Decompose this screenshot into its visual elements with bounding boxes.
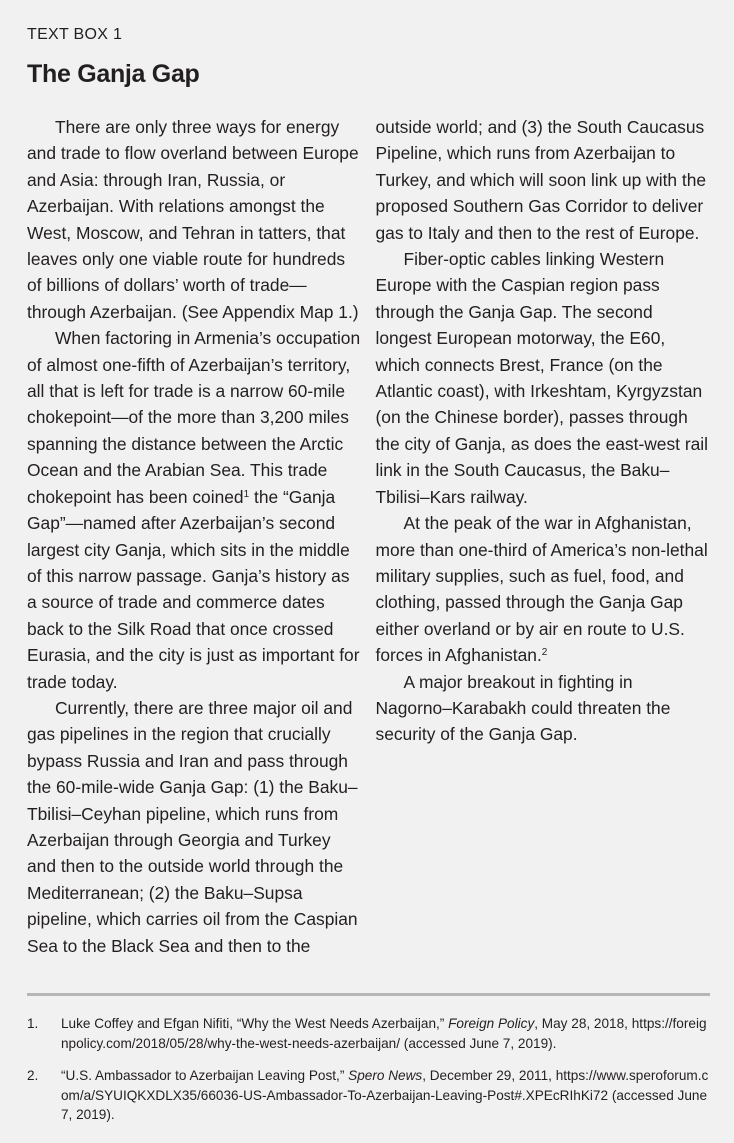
footnote-accessed: (accessed June 7, 2019). (400, 1035, 557, 1051)
text-box-title: The Ganja Gap (27, 60, 200, 88)
footnote-url-link[interactable]: https://foreignpolicy.com/2018/05/28/why-the-west-needs-azerbaijan/ (61, 1016, 707, 1051)
paragraph-2 (27, 325, 362, 695)
footnote-ref-1[interactable]: 1 (243, 488, 250, 500)
footnote-accessed: (accessed June 7, 2019). (61, 1087, 708, 1122)
footnote-number: 2. (27, 1068, 39, 1083)
footnote-publication: Foreign Policy (448, 1016, 535, 1031)
text-box-label: TEXT BOX 1 (27, 26, 123, 43)
paragraph-4: Fiber-optic cables linking Western Europe with the Caspian region pass through the Ganja Gap. The second longest European motorway, the E60, which connects Brest, France (on the Atlantic coast), with Irkeshtam, Kyrgyzstan (on the Chinese border), passes through the city of Ganja, as does the east-west rail link in the South Caucasus, the Baku–Tbilisi–Kars railway. (375, 249, 709, 507)
paragraph-5 (376, 510, 711, 668)
footnote-text (61, 1014, 710, 1053)
footnote-citation: Luke Coffey and Efgan Nifiti, “Why the West Needs Azerbaijan,” (61, 1016, 449, 1031)
footnote-url-link[interactable]: https://www.speroforum.com/a/SYUIQKXDLX35/66036-US-Ambassador-To-Azerbaijan-Leaving-Post#.XPEcRIhKi72 (61, 1068, 709, 1103)
paragraph-3: Currently, there are three major oil and gas pipelines in the region that crucially bypass Russia and Iran and pass through the 60-mile-wide Ganja Gap: (1) the Baku–Tbilisi–Ceyhan pipeline, which runs from Azerbaijan through Georgia and Turkey and then to the outside world through the Mediterranean; (2) the Baku–Supsa pipeline, which carries oil from the Caspian Sea to the Black Sea and then to the outside world; and (3) the South Caucasus Pipeline, which runs from Azerbaijan to Turkey, and which will soon link up with the proposed Southern Gas Corridor to deliver gas to Italy and then to the rest of Europe. (27, 117, 707, 956)
footnotes (27, 1014, 710, 1138)
article-body (27, 114, 710, 964)
footnote-publication: Spero News (348, 1068, 423, 1083)
paragraph-1: There are only three ways for energy and trade to flow overland between Europe and Asia: through Iran, Russia, or Azerbaijan. With relations amongst the West, Moscow, and Tehran in tatters, that leaves only one viable route for hundreds of billions of dollars’ worth of trade—through Azerbaijan. (See Appendix Map 1.) (27, 117, 359, 322)
paragraph-5-text-start: At the peak of the war in Afghanistan, more than one-third of America’s non-lethal military supplies, such as fuel, food, and clothing, passed through the Ganja Gap either overland or by air en route to U.S. forces in Afghanistan. (375, 513, 708, 666)
paragraph-2-text-end: the “Ganja Gap”—named after Azerbaijan’s second largest city Ganja, which sits in the middle of this narrow passage. Ganja’s history as a source of trade and commerce dates back to the Silk Road that once crossed Eurasia, and the city is just as important for trade today. (27, 486, 360, 692)
footnote-number: 1. (27, 1016, 39, 1031)
footnote-1 (27, 1014, 710, 1053)
footnote-ref-2[interactable]: 2 (541, 647, 548, 659)
footnote-date: , May 28, 2018, (534, 1016, 632, 1031)
footnote-2 (27, 1066, 710, 1125)
paragraph-2-text-start: When factoring in Armenia’s occupation of almost one-fifth of Azerbaijan’s territory, all that is left for trade is a narrow 60-mile chokepoint—of the more than 3,200 miles spanning the distance between the Arctic Ocean and the Arabian Sea. This trade chokepoint has been coined (27, 328, 361, 507)
footnote-divider (27, 993, 710, 996)
paragraph-6: A major breakout in fighting in Nagorno–Karabakh could threaten the security of the Ganja Gap. (375, 671, 671, 745)
footnote-text (61, 1066, 710, 1125)
footnote-date: , December 29, 2011, (422, 1068, 556, 1083)
footnote-citation: “U.S. Ambassador to Azerbaijan Leaving Post,” (61, 1068, 349, 1083)
